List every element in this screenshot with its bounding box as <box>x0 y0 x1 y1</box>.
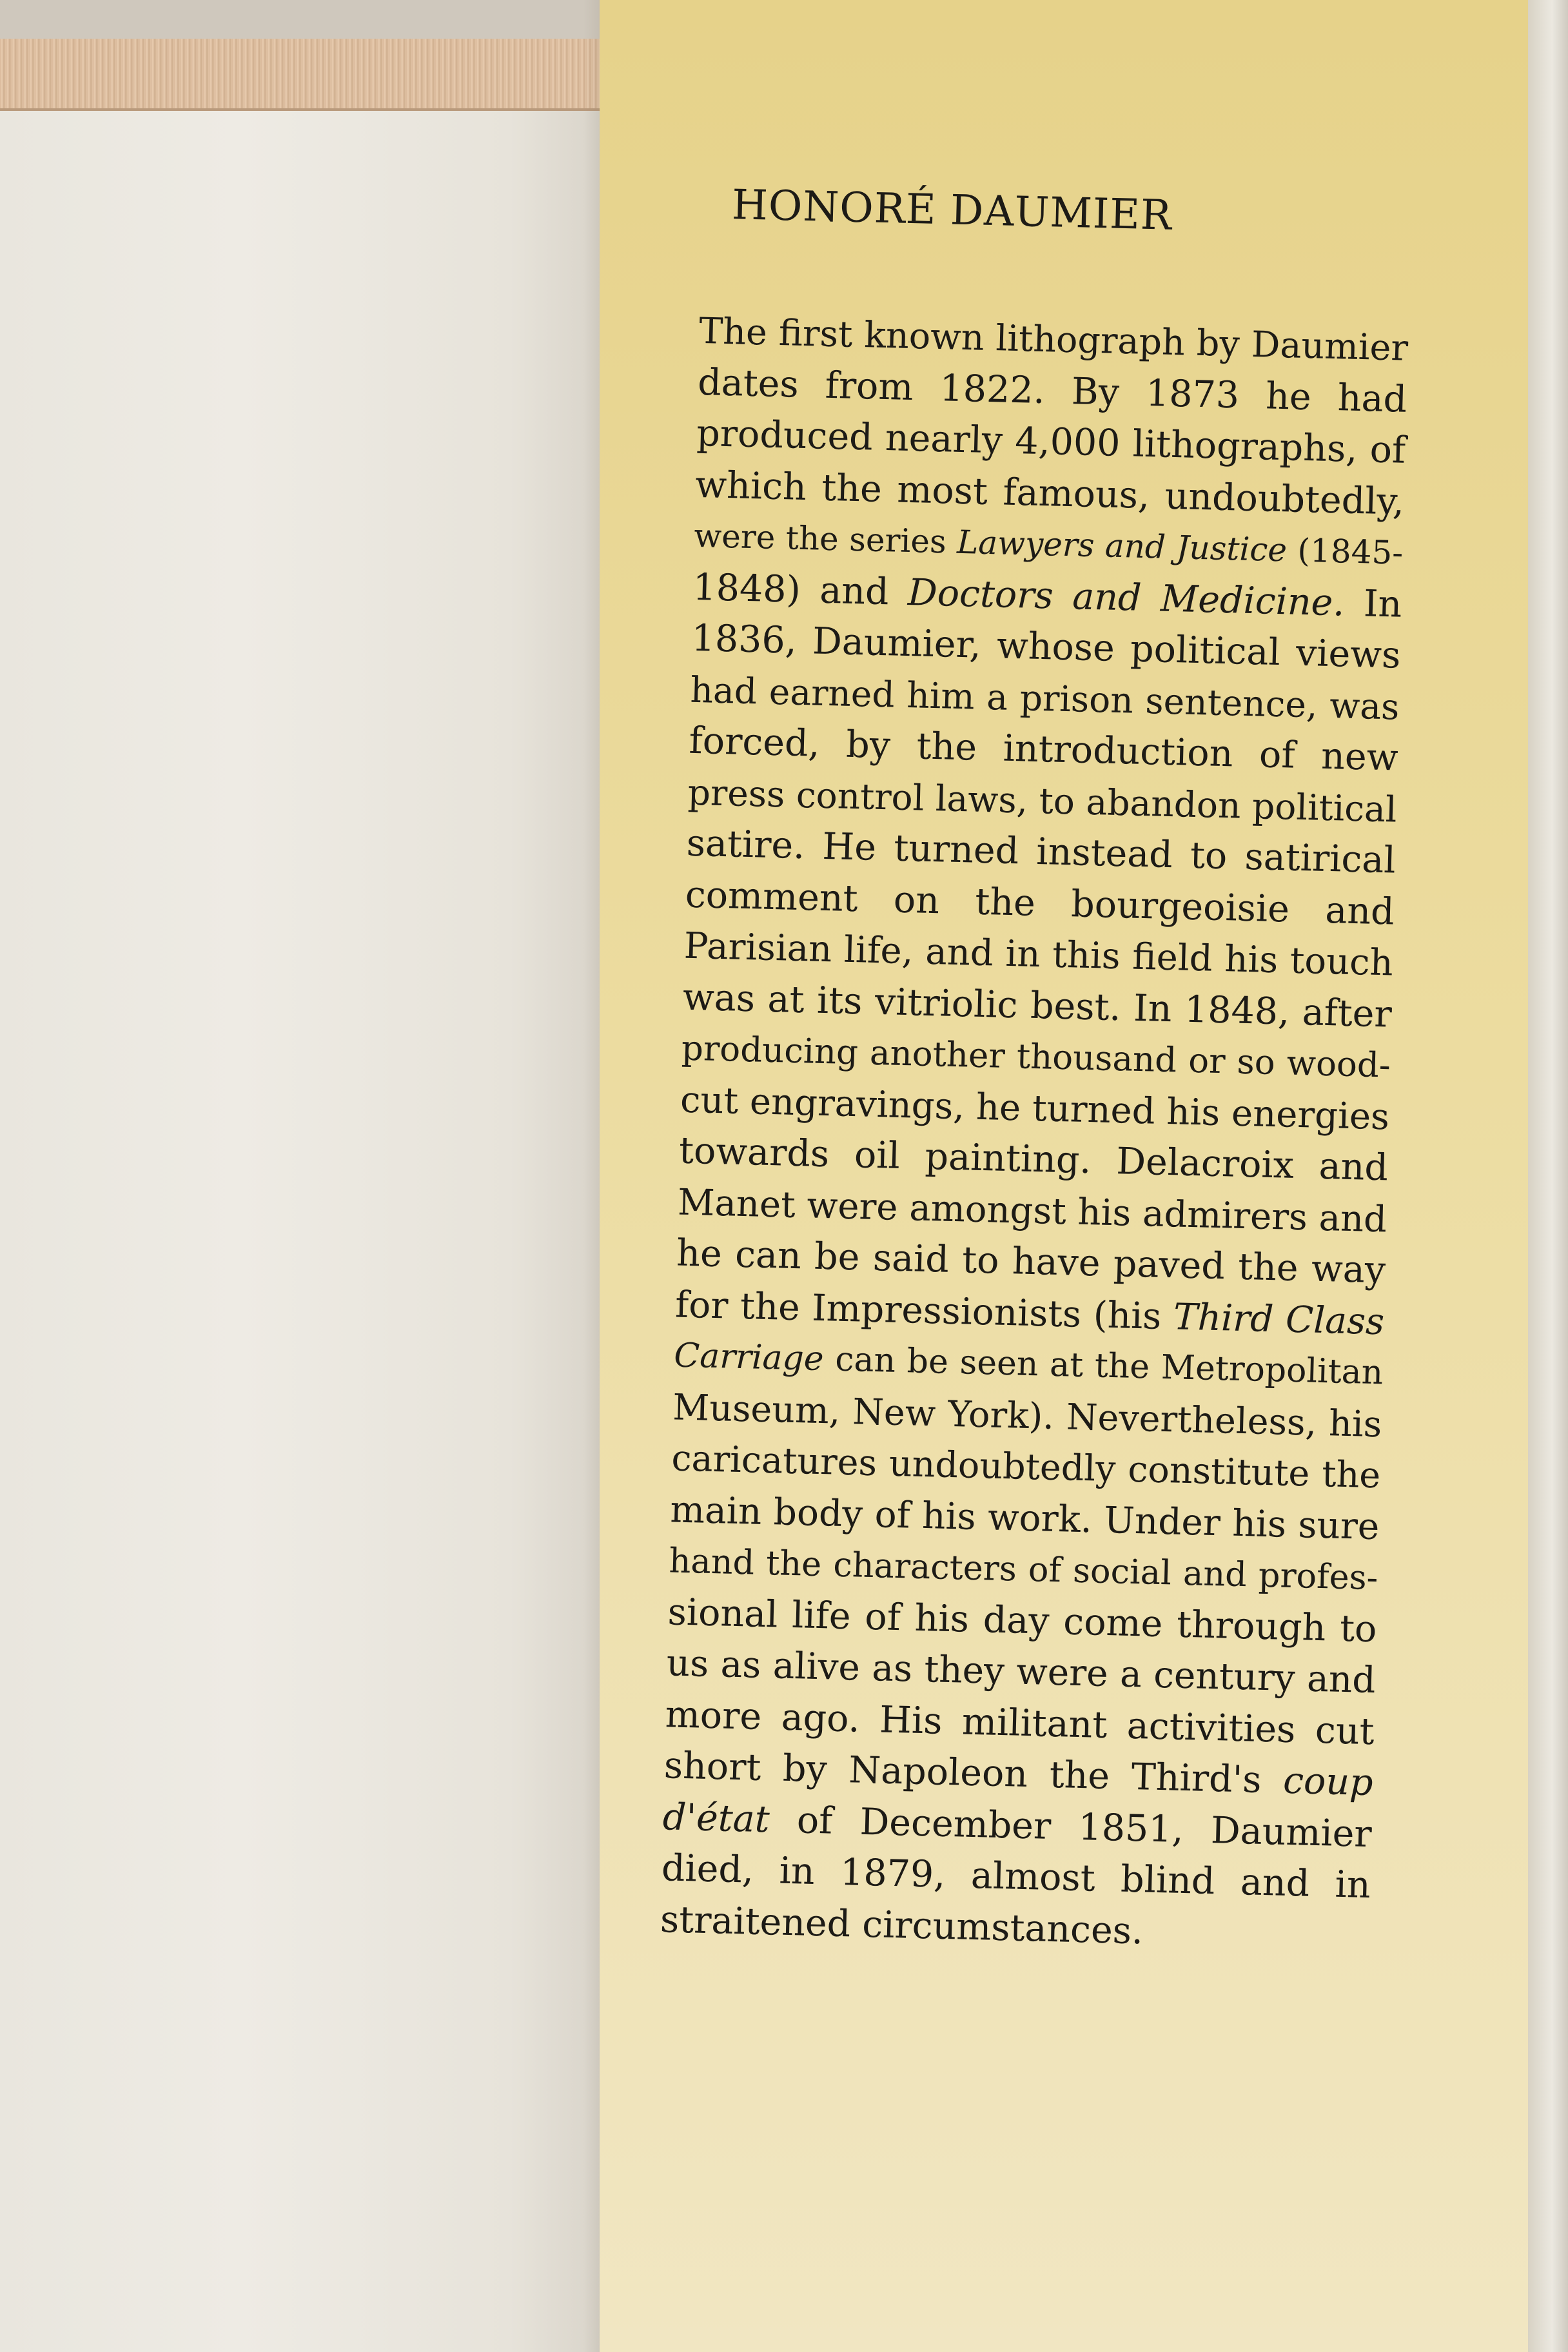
italic-title: Lawyers and Justice <box>956 523 1288 569</box>
text-line: producing another thousand or so wood- <box>681 1028 1391 1086</box>
text-line: Museum, New York). Nevertheless, his <box>672 1386 1382 1446</box>
text-line: us as alive as they were a century and <box>665 1642 1377 1702</box>
text-line: he can be said to have paved the way <box>676 1231 1386 1292</box>
text-line: straitened circumstances. <box>660 1897 1144 1952</box>
italic-title: Doctors and Medicine. <box>907 571 1346 625</box>
text-line: satire. He turned instead to satirical <box>686 821 1396 882</box>
binding-strip <box>0 0 600 39</box>
text-line: died, in 1879, almost blind and in <box>661 1847 1371 1907</box>
flap-heading: HONORÉ DAUMIER <box>731 181 1173 240</box>
left-page <box>0 0 600 2352</box>
text-line: produced nearly 4,000 lithographs, of <box>696 411 1406 472</box>
text-line: sional life of his day come through to <box>667 1590 1378 1651</box>
text-line: Parisian life, and in this field his touch <box>683 925 1394 985</box>
text-line: d'état of December 1851, Daumier <box>662 1795 1373 1856</box>
italic-title: d'état <box>662 1795 770 1841</box>
text-line: were the series Lawyers and Justice (1845- <box>693 516 1404 572</box>
binding-cloth <box>0 39 600 111</box>
text-line: more ago. His militant activities cut <box>665 1692 1375 1753</box>
flap-content <box>660 181 1412 1963</box>
flap-body-text <box>660 306 1409 1963</box>
text-line: Carriage can be seen at the Metropolitan <box>673 1336 1384 1393</box>
text-line: short by Napoleon the Third's coup <box>663 1744 1374 1805</box>
flap-edge <box>1528 0 1568 2352</box>
text-line: dates from 1822. By 1873 he had <box>697 360 1407 421</box>
text-line: main body of his work. Under his sure <box>669 1488 1380 1548</box>
italic-title: coup <box>1282 1759 1374 1805</box>
text-line: comment on the bourgeoisie and <box>685 873 1395 934</box>
text-line: 1848) and Doctors and Medicine. In <box>692 565 1403 626</box>
text-line: was at its vitriolic best. In 1848, after <box>682 975 1393 1035</box>
italic-title: Carriage <box>673 1336 825 1379</box>
text-line: towards oil painting. Delacroix and <box>678 1129 1389 1190</box>
text-line: had earned him a prison sentence, was <box>689 669 1400 728</box>
italic-title: Third Class <box>1173 1295 1385 1343</box>
text-line: which the most famous, undoubtedly, <box>694 463 1405 524</box>
text-line: 1836, Daumier, whose political views <box>691 616 1402 677</box>
text-line: Manet were amongst his admirers and <box>677 1181 1387 1240</box>
text-line: for the Impressionists (his Third Class <box>674 1283 1385 1343</box>
text-line: cut engravings, he turned his energies <box>680 1079 1390 1138</box>
text-line: press control laws, to abandon political <box>687 771 1398 830</box>
text-line: forced, by the introduction of new <box>688 719 1399 779</box>
text-line: hand the characters of social and profes- <box>668 1541 1379 1598</box>
text-line: caricatures undoubtedly constitute the <box>671 1437 1382 1497</box>
text-line: The first known lithograph by Daumier <box>698 309 1409 369</box>
